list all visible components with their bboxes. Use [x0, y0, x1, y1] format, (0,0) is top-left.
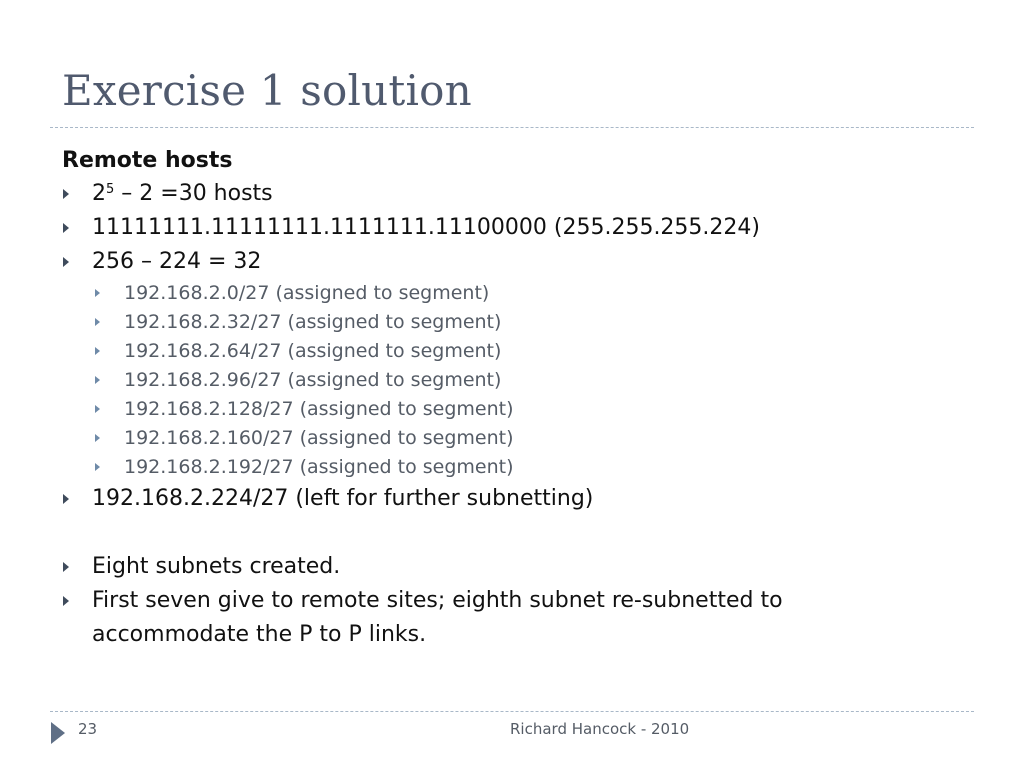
bullet-arrow-icon: [63, 550, 73, 584]
subnet-item: [62, 308, 962, 337]
block-size: 256 – 224 = 32: [92, 249, 262, 274]
bullet-summary-2: [62, 584, 832, 652]
subnet-item: [62, 395, 962, 424]
subnet-label: 192.168.2.192/27 (assigned to segment): [124, 456, 514, 478]
spacer: [62, 516, 962, 550]
bullet-last-subnet: [62, 482, 962, 516]
mask-binary: 11111111.11111111.1111111.11100000 (255.255.255.224): [92, 215, 760, 240]
subnet-item: [62, 337, 962, 366]
subnet-label: 192.168.2.0/27 (assigned to segment): [124, 282, 490, 304]
footer-triangle-icon: [51, 722, 65, 744]
slide-content: [62, 144, 962, 652]
bullet-arrow-icon: [63, 584, 73, 618]
bullet-arrow-icon: [63, 211, 73, 245]
summary-1: Eight subnets created.: [92, 554, 341, 579]
hosts-rest: – 2 =30 hosts: [114, 181, 273, 206]
summary-2: First seven give to remote sites; eighth subnet re-subnetted to accommodate the P to P links.: [92, 588, 783, 647]
sub-bullet-arrow-icon: [95, 395, 103, 424]
last-subnet: 192.168.2.224/27 (left for further subnetting): [92, 486, 594, 511]
slide-title: Exercise 1 solution: [62, 66, 472, 115]
subnet-item: [62, 453, 962, 482]
sub-bullet-arrow-icon: [95, 337, 103, 366]
bullet-arrow-icon: [63, 245, 73, 279]
hosts-base: 2: [92, 181, 106, 206]
footer-divider: [50, 711, 974, 712]
subnet-item: [62, 279, 962, 308]
sub-bullet-arrow-icon: [95, 366, 103, 395]
subnet-label: 192.168.2.64/27 (assigned to segment): [124, 340, 502, 362]
bullet-hosts: [62, 177, 962, 211]
sub-bullet-arrow-icon: [95, 453, 103, 482]
subnet-label: 192.168.2.32/27 (assigned to segment): [124, 311, 502, 333]
section-heading: Remote hosts: [62, 148, 233, 173]
subnet-label: 192.168.2.160/27 (assigned to segment): [124, 427, 514, 449]
subnet-item: [62, 424, 962, 453]
page-number: 23: [78, 720, 98, 738]
bullet-summary-1: [62, 550, 962, 584]
footer-author: Richard Hancock - 2010: [510, 720, 690, 738]
bullet-block-size: [62, 245, 962, 279]
hosts-exponent: 5: [106, 182, 115, 197]
subnet-item: [62, 366, 962, 395]
subnet-label: 192.168.2.96/27 (assigned to segment): [124, 369, 502, 391]
bullet-arrow-icon: [63, 177, 73, 211]
sub-bullet-arrow-icon: [95, 424, 103, 453]
bullet-arrow-icon: [63, 482, 73, 516]
bullet-mask: [62, 211, 962, 245]
sub-bullet-arrow-icon: [95, 279, 103, 308]
subnet-label: 192.168.2.128/27 (assigned to segment): [124, 398, 514, 420]
title-divider: [50, 127, 974, 128]
sub-bullet-arrow-icon: [95, 308, 103, 337]
